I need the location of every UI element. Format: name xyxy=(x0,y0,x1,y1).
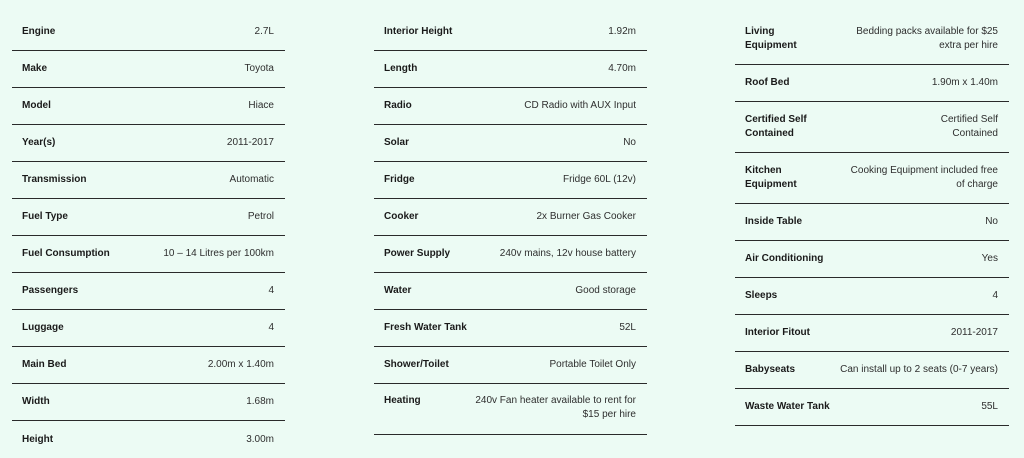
spec-label: Radio xyxy=(384,100,412,111)
spec-row-fuel-consumption xyxy=(12,236,285,273)
spec-label: Kitchen Equipment xyxy=(745,165,797,190)
spec-value: 2x Burner Gas Cooker xyxy=(536,211,636,222)
spec-row-waste-water-tank xyxy=(735,389,1009,426)
spec-label: Engine xyxy=(22,26,56,37)
spec-label: Babyseats xyxy=(745,364,796,375)
spec-value: Certified Self Contained xyxy=(940,114,998,139)
spec-row-engine xyxy=(12,14,285,51)
spec-label: Height xyxy=(22,433,54,445)
spec-label: Passengers xyxy=(22,285,79,296)
spec-row-fuel-type xyxy=(12,199,285,236)
spec-row-inside-table xyxy=(735,204,1009,241)
spec-value: Can install up to 2 seats (0-7 years) xyxy=(840,364,998,375)
spec-label: Fuel Type xyxy=(22,211,68,222)
spec-value: Petrol xyxy=(247,211,274,222)
spec-row-air-conditioning xyxy=(735,241,1009,278)
spec-value: Yes xyxy=(981,253,998,264)
spec-row-radio xyxy=(374,88,647,125)
spec-value: 240v mains, 12v house battery xyxy=(499,248,636,259)
spec-row-roof-bed xyxy=(735,65,1009,102)
spec-label: Model xyxy=(22,100,51,111)
spec-value: Cooking Equipment included free of charge xyxy=(850,165,998,190)
spec-label: Transmission xyxy=(22,174,87,185)
spec-label: Water xyxy=(384,285,412,296)
spec-label: Heating xyxy=(384,395,421,406)
spec-value: 1.92m xyxy=(608,26,636,37)
spec-row-shower-toilet xyxy=(374,347,647,384)
spec-value: Fridge 60L (12v) xyxy=(563,174,636,185)
spec-value: Good storage xyxy=(575,285,636,296)
spec-label: Roof Bed xyxy=(745,77,790,88)
spec-label: Width xyxy=(22,396,50,407)
spec-value: 3.00m xyxy=(246,433,274,445)
spec-value: 2.00m x 1.40m xyxy=(207,359,274,370)
spec-row-interior-fitout xyxy=(735,315,1009,352)
spec-row-fresh-water-tank xyxy=(374,310,647,347)
spec-row-years xyxy=(12,125,285,162)
spec-value: 2011-2017 xyxy=(226,137,274,148)
spec-row-passengers xyxy=(12,273,285,310)
spec-label: Air Conditioning xyxy=(745,253,824,264)
spec-row-heating xyxy=(374,384,647,435)
specs-column-1 xyxy=(12,14,285,458)
spec-value: 4 xyxy=(268,285,274,296)
spec-label: Length xyxy=(384,63,418,74)
spec-label: Luggage xyxy=(22,322,64,333)
spec-value: Hiace xyxy=(248,100,274,111)
spec-value: No xyxy=(623,137,636,148)
specs-column-2 xyxy=(374,14,647,435)
spec-value: 240v Fan heater available to rent for $15 per hire xyxy=(475,395,636,420)
spec-label: Inside Table xyxy=(745,216,803,227)
spec-row-model xyxy=(12,88,285,125)
spec-value: Portable Toilet Only xyxy=(549,359,636,370)
spec-row-main-bed xyxy=(12,347,285,384)
spec-label: Certified Self Contained xyxy=(745,114,807,139)
spec-value: 2.7L xyxy=(254,26,274,37)
spec-row-fridge xyxy=(374,162,647,199)
specs-column-3 xyxy=(735,14,1009,426)
spec-value: 52L xyxy=(619,322,636,333)
spec-label: Fridge xyxy=(384,174,415,185)
spec-value: 4 xyxy=(992,290,998,301)
spec-row-make xyxy=(12,51,285,88)
spec-label: Fresh Water Tank xyxy=(384,322,467,333)
spec-label: Sleeps xyxy=(745,290,778,301)
spec-label: Main Bed xyxy=(22,359,67,370)
spec-label: Solar xyxy=(384,137,410,148)
spec-value: 1.68m xyxy=(246,396,274,407)
spec-row-interior-height xyxy=(374,14,647,51)
spec-row-water xyxy=(374,273,647,310)
spec-row-transmission xyxy=(12,162,285,199)
spec-row-babyseats xyxy=(735,352,1009,389)
spec-row-cooker xyxy=(374,199,647,236)
spec-row-height xyxy=(12,421,285,458)
spec-value: No xyxy=(985,216,998,227)
spec-label: Waste Water Tank xyxy=(745,401,830,412)
spec-row-sleeps xyxy=(735,278,1009,315)
spec-value: 2011-2017 xyxy=(950,327,998,338)
spec-value: 4 xyxy=(268,322,274,333)
spec-label: Interior Fitout xyxy=(745,327,810,338)
spec-row-living-equipment xyxy=(735,14,1009,65)
spec-row-width xyxy=(12,384,285,421)
spec-value: 1.90m x 1.40m xyxy=(931,77,998,88)
spec-label: Interior Height xyxy=(384,26,453,37)
spec-row-length xyxy=(374,51,647,88)
spec-value: Bedding packs available for $25 extra per hire xyxy=(856,26,998,51)
spec-value: Automatic xyxy=(229,174,274,185)
spec-row-solar xyxy=(374,125,647,162)
spec-value: 4.70m xyxy=(608,63,636,74)
spec-value: 10 – 14 Litres per 100km xyxy=(163,248,274,259)
spec-label: Year(s) xyxy=(22,137,56,148)
spec-label: Shower/Toilet xyxy=(384,359,449,370)
spec-row-kitchen-equipment xyxy=(735,153,1009,204)
spec-label: Cooker xyxy=(384,211,419,222)
spec-label: Make xyxy=(22,63,48,74)
spec-value: Toyota xyxy=(244,63,274,74)
spec-value: 55L xyxy=(981,401,998,412)
spec-value: CD Radio with AUX Input xyxy=(524,100,636,111)
spec-row-certified-self-contained xyxy=(735,102,1009,153)
spec-row-power-supply xyxy=(374,236,647,273)
spec-label: Living Equipment xyxy=(745,26,797,51)
spec-label: Power Supply xyxy=(384,248,451,259)
spec-row-luggage xyxy=(12,310,285,347)
spec-label: Fuel Consumption xyxy=(22,248,110,259)
